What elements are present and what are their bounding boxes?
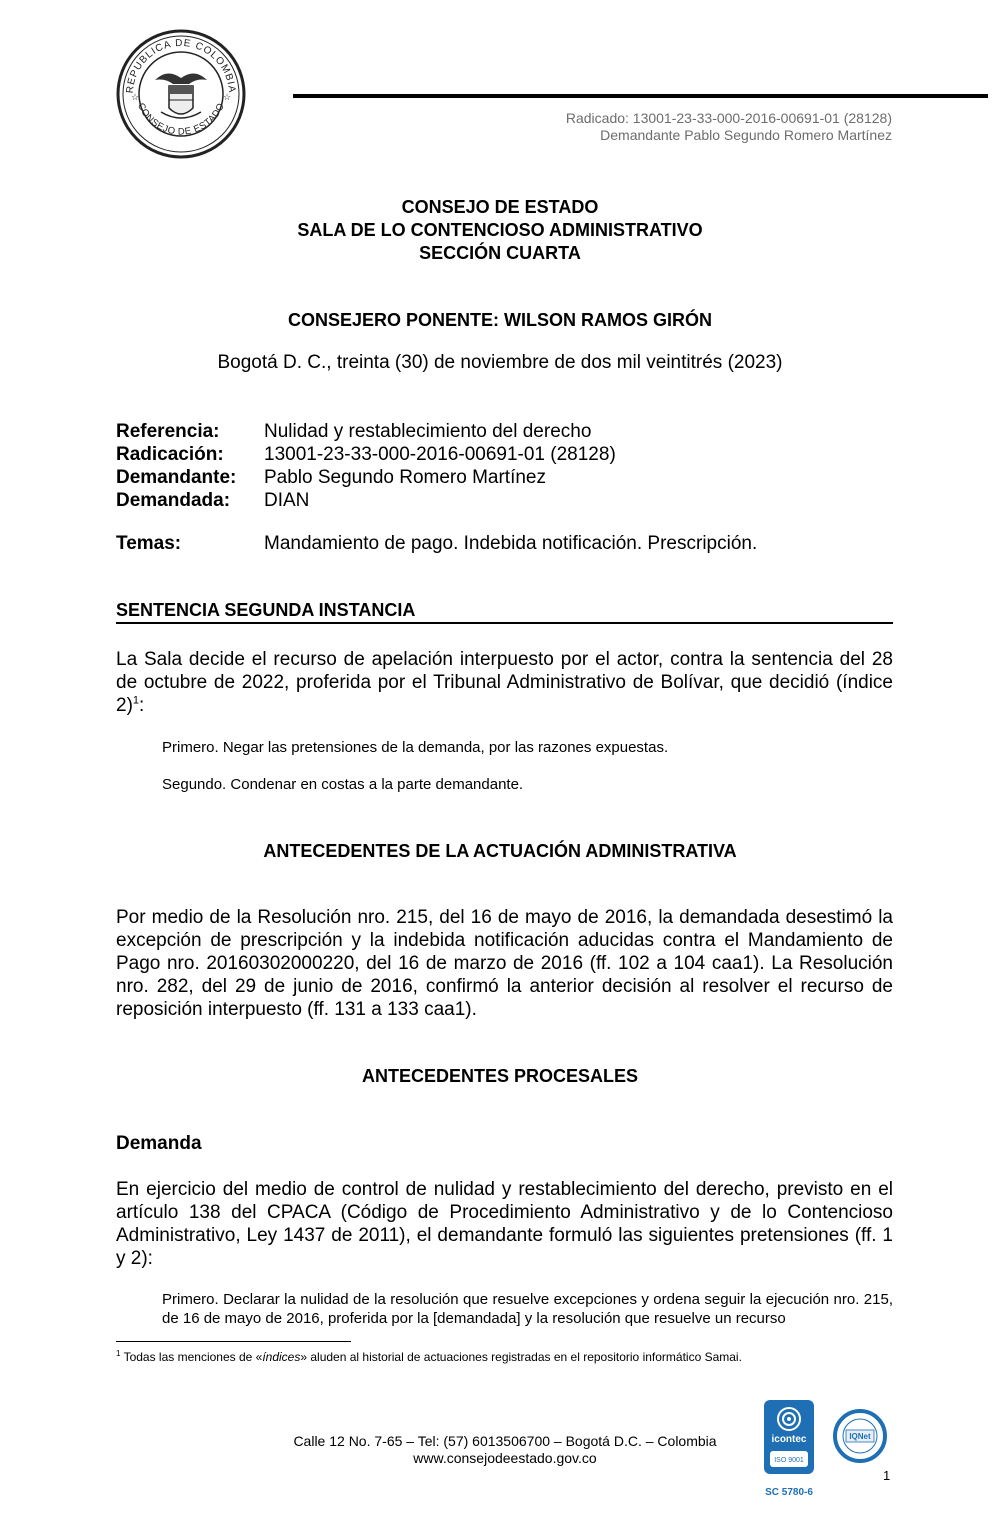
consejo-de-estado-seal (115, 28, 247, 160)
reference-label: Demandante: (116, 467, 237, 488)
footnote-text-before: Todas las menciones de « (120, 1350, 263, 1364)
reference-label: Radicación: (116, 444, 224, 465)
icontec-certification-icon (763, 1399, 815, 1499)
footer-website[interactable]: www.consejodeestado.gov.co (413, 1450, 597, 1466)
paragraph-demanda: En ejercicio del medio de control de nulidad y restablecimiento del derecho, previsto en el artículo 138 del CPACA (Código de Procedimiento Administrativo y de lo Contencioso Administrativo, Ley 1437 de 2011), el demandante formuló las siguientes pretensiones (ff. 1 y 2): (116, 1179, 893, 1269)
header-rule (293, 94, 988, 98)
court-title (0, 196, 1000, 265)
footnote-number: 1 (116, 1349, 121, 1358)
svg-text:☆: ☆ (223, 92, 232, 102)
paragraph-intro (116, 648, 893, 717)
footer-address: Calle 12 No. 7-65 – Tel: (57) 6013506700 – Bogotá D.C. – Colombia (293, 1433, 717, 1449)
svg-text:IQNet: IQNet (849, 1432, 871, 1441)
reference-value: Nulidad y restablecimiento del derecho (264, 421, 592, 442)
footnote-italic: índices (262, 1350, 301, 1364)
footnote (116, 1350, 742, 1365)
reference-value: Pablo Segundo Romero Martínez (264, 467, 546, 488)
footnote-rule (116, 1341, 351, 1342)
reference-row (116, 489, 616, 512)
paragraph-intro-tail: : (139, 695, 145, 716)
reference-row (116, 420, 616, 443)
svg-text:icontec: icontec (771, 1434, 807, 1445)
heading-antecedentes-procesales: ANTECEDENTES PROCESALES (361, 1066, 639, 1086)
footnote-ref[interactable]: 1 (132, 694, 140, 707)
svg-text:ISO 9001: ISO 9001 (774, 1457, 804, 1464)
svg-text:SC 5780-6: SC 5780-6 (765, 1487, 813, 1498)
paragraph-antecedentes: Por medio de la Resolución nro. 215, del 16 de mayo de 2016, la demandada desestimó la excepción de prescripción y la indebida notificación aducidas contra el Mandamiento de Pago nro. 20160302000220, del 16 de marzo de 2016 (ff. 102 a 104 caa1). La Resolución nro. 282, del 29 de junio de 2016, confirmó la anterior decisión al resolver el recurso de reposición interpuesto (ff. 131 a 133 caa1). (116, 907, 893, 1020)
reference-row (116, 443, 616, 466)
reference-block (116, 420, 616, 512)
header-demandante: Demandante Pablo Segundo Romero Martínez (600, 127, 892, 143)
reference-label: Demandada: (116, 490, 231, 511)
svg-text:REPUBLICA DE COLOMBIA: REPUBLICA DE COLOMBIA (124, 37, 238, 94)
quote-primero: Primero. Negar las pretensiones de la demanda, por las razones expuestas. (162, 739, 669, 756)
court-title-line1: CONSEJO DE ESTADO (401, 197, 599, 217)
reference-row (116, 466, 616, 489)
quote-pretension-primero: Primero. Declarar la nulidad de la resolución que resuelve excepciones y ordena seguir la ejecución nro. 215, de 16 de mayo de 2016, proferida por la [demandada] y la resolución que resuelve un recurso (162, 1291, 893, 1327)
paragraph-intro-text: La Sala decide el recurso de apelación interpuesto por el actor, contra la sentencia del 28 de octubre de 2022, proferida por el Tribunal Administrativo de Bolívar, que decidió (índice 2) (116, 649, 893, 716)
svg-text:☆: ☆ (131, 92, 140, 102)
heading-demanda: Demanda (116, 1133, 202, 1154)
footnote-text-after: » aluden al historial de actuaciones registradas en el repositorio informático Samai. (300, 1350, 742, 1364)
header-radicado: Radicado: 13001-23-33-000-2016-00691-01 (28128) (565, 110, 892, 126)
reference-value: DIAN (264, 490, 310, 511)
iqnet-certification-icon (833, 1409, 887, 1463)
heading-antecedentes-administrativa: ANTECEDENTES DE LA ACTUACIÓN ADMINISTRATIVA (263, 841, 737, 861)
temas-row (116, 533, 757, 555)
svg-text:CONSEJO DE ESTADO: CONSEJO DE ESTADO (135, 101, 227, 138)
quote-segundo: Segundo. Condenar en costas a la parte demandante. (162, 776, 524, 793)
temas-label: Temas: (116, 533, 182, 554)
date-line: Bogotá D. C., treinta (30) de noviembre de dos mil veintitrés (2023) (217, 352, 783, 373)
temas-value: Mandamiento de pago. Indebida notificación. Prescripción. (264, 533, 758, 554)
sentencia-heading: SENTENCIA SEGUNDA INSTANCIA (116, 600, 893, 624)
consejero-ponente: CONSEJERO PONENTE: WILSON RAMOS GIRÓN (287, 310, 713, 330)
reference-label: Referencia: (116, 421, 220, 442)
page-number: 1 (883, 1468, 891, 1483)
court-title-line3: SECCIÓN CUARTA (419, 243, 581, 263)
court-title-line2: SALA DE LO CONTENCIOSO ADMINISTRATIVO (297, 220, 703, 240)
running-header (566, 110, 892, 144)
reference-value: 13001-23-33-000-2016-00691-01 (28128) (264, 444, 616, 465)
